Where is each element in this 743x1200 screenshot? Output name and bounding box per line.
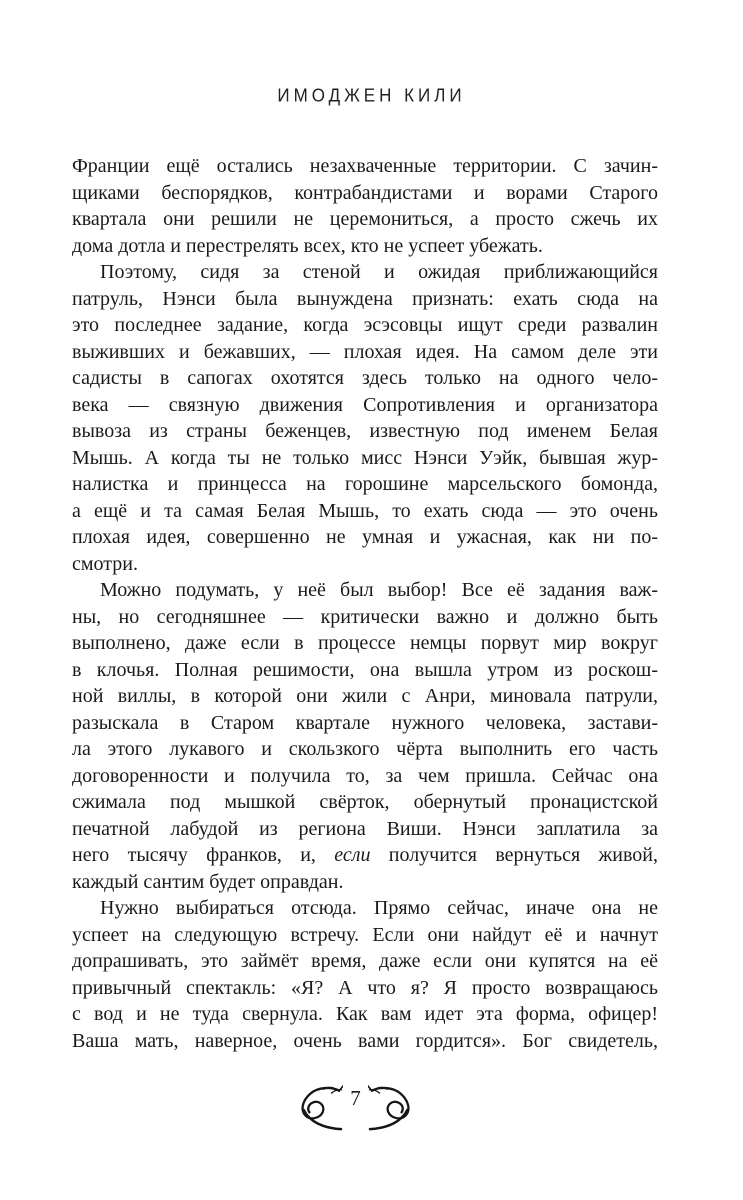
paragraph (72, 259, 658, 577)
text-line: патруль, Нэнси была вынуждена признать: ехать сюда на (72, 287, 658, 310)
page-number: 7 (350, 1086, 361, 1110)
text-line: это последнее задание, когда эсэсовцы ищут среди развалин (72, 314, 658, 336)
text-line: щиками беспорядков, контрабандистами и ворами Старого (72, 181, 658, 204)
footer-ornament-group (295, 1085, 416, 1131)
text-line: вывоза из страны беженцев, известную под именем Белая (72, 420, 658, 442)
text-line: садисты в сапогах охотятся здесь только на одного чело- (72, 367, 658, 389)
text-line: плохая идея, совершенно не умная и ужасная, как ни по- (72, 526, 658, 548)
text-line: Поэтому, сидя за стеной и ожидая приближающийся (100, 261, 658, 283)
text-line: привычный спектакль: «Я? А что я? Я просто возвращаюсь (72, 976, 658, 999)
text-line: выживших и бежавших, — плохая идея. На самом деле эти (72, 340, 658, 363)
text-line: печатной лабудой из региона Виши. Нэнси заплатила за (72, 817, 658, 840)
paragraph (72, 153, 658, 259)
text-line: квартала они решили не церемониться, а просто сжечь их (72, 208, 658, 230)
text-line: дома дотла и перестрелять всех, кто не успеет убежать. (72, 234, 543, 257)
text-line: разыскала в Старом квартале нужного человека, застави- (72, 711, 658, 734)
text-line: Франции ещё остались незахваченные территории. С зачин- (72, 155, 658, 177)
paragraph (72, 895, 658, 1054)
page-footer (0, 1085, 743, 1131)
text-line: с вод и не туда свернула. Как вам идет эта форма, офицер! (72, 1003, 658, 1025)
text-line: Нужно выбираться отсюда. Прямо сейчас, иначе она не (100, 897, 658, 919)
text-line: успеет на следующую встречу. Если они найдут её и начнут (72, 923, 658, 946)
text-line: смотри. (72, 552, 138, 575)
text-line: выполнено, даже если в процессе немцы порвут мир вокруг (72, 632, 658, 654)
text-line: Мышь. А когда ты не только мисс Нэнси Уэйк, бывшая жур- (72, 446, 658, 469)
flourish-left-icon (295, 1085, 343, 1131)
text-line: налистка и принцесса на горошине марсельского бомонда, (72, 473, 658, 495)
running-head: ИМОДЖЕН КИЛИ (277, 85, 466, 106)
paragraph (72, 577, 658, 895)
text-line: Можно подумать, у неё был выбор! Все её задания важ- (100, 579, 658, 601)
text-line: допрашивать, это займёт время, даже если они купятся на её (72, 950, 658, 972)
text-line: ны, но сегодняшнее — критически важно и должно быть (72, 605, 658, 628)
text-line: а ещё и та самая Белая Мышь, то ехать сюда — это очень (72, 499, 658, 522)
text-line: ной виллы, в которой они жили с Анри, миновала патрули, (72, 685, 658, 707)
text-line: века — связную движения Сопротивления и организатора (72, 393, 658, 416)
text-line: договоренности и получила то, за чем пришла. Сейчас она (72, 764, 658, 787)
flourish-right-icon (368, 1085, 416, 1131)
text-line: сжимала под мышкой свёрток, обернутый пронацистской (72, 791, 658, 813)
text-line: него тысячу франков, и, если получится вернуться живой, (72, 844, 659, 866)
body-text (72, 153, 658, 1054)
text-line: в клочья. Полная решимости, она вышла утром из роскош- (72, 658, 658, 681)
text-line: Ваша мать, наверное, очень вами гордится». Бог свидетель, (72, 1029, 658, 1052)
text-line: ла этого лукавого и скользкого чёрта выполнить его часть (72, 738, 658, 760)
text-line: каждый сантим будет оправдан. (72, 870, 344, 893)
